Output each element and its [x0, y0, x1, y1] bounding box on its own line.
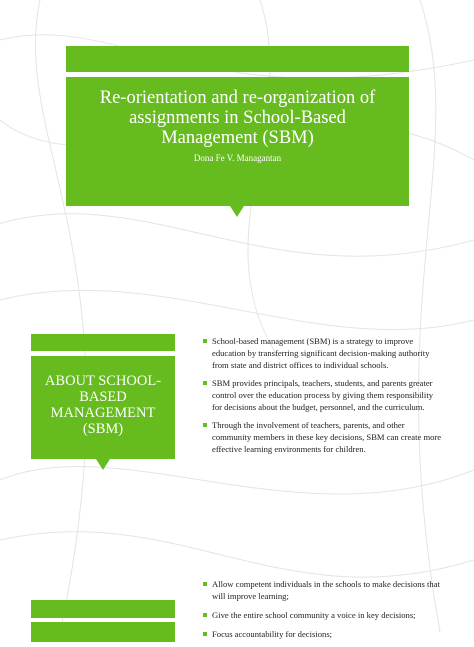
about-top-bar: [31, 334, 175, 351]
list-item: School-based management (SBM) is a strategy to improve education by transferring significant decision-making authority from state and district offices to individual schools.: [203, 335, 443, 371]
title-pointer-triangle: [230, 206, 244, 217]
about-heading: ABOUT SCHOOL-BASED MANAGEMENT (SBM): [44, 373, 162, 437]
author-name: Dona Fe V. Managantan: [193, 153, 282, 163]
list-item: SBM provides principals, teachers, students, and parents greater control over the education process by giving them responsibility for decisions about the budget, personnel, and the curriculum.: [203, 377, 443, 413]
goals-top-bar: [31, 600, 175, 618]
list-item: Focus accountability for decisions;: [203, 628, 443, 640]
about-bullet-list: [203, 335, 443, 461]
title-top-bar: [66, 46, 409, 72]
list-item: Through the involvement of teachers, parents, and other community members in these key decisions, SBM can create more effective learning environments for children.: [203, 419, 443, 455]
list-item: Give the entire school community a voice in key decisions;: [203, 609, 443, 621]
goals-heading-box: [31, 622, 175, 642]
presentation-title: Re-orientation and re-organization of assignments in School-Based Management (SBM): [99, 88, 376, 148]
list-item: Allow competent individuals in the schools to make decisions that will improve learning;: [203, 578, 443, 602]
about-pointer-triangle: [96, 459, 110, 470]
goals-bullet-list: [203, 578, 443, 647]
